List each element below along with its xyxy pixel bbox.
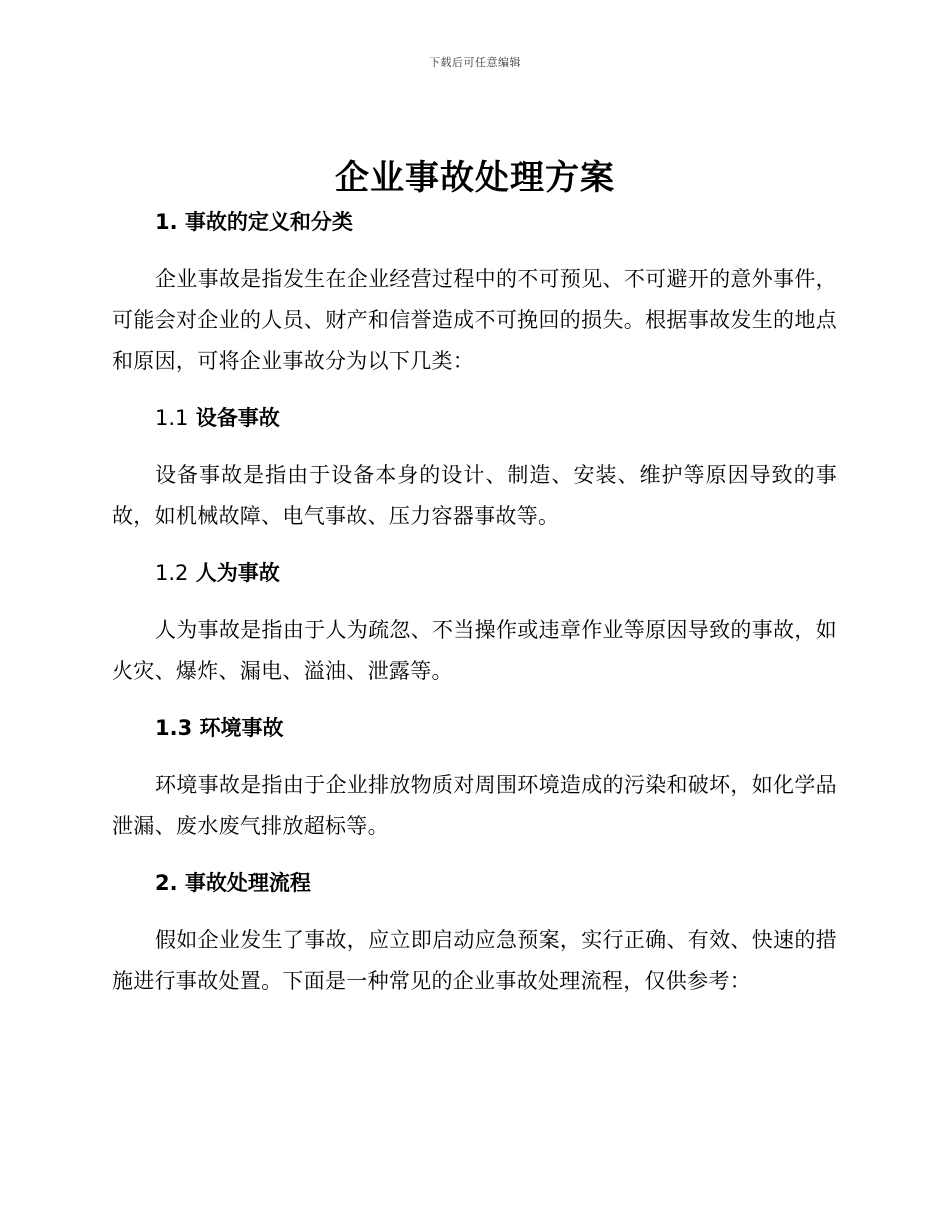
document-body <box>112 203 837 1019</box>
document-title: 企业事故处理方案 <box>335 158 615 198</box>
subsection-number: 1.3 <box>155 716 193 740</box>
subsection-title: 人为事故 <box>195 561 280 585</box>
subsection-number: 1.1 <box>155 406 189 430</box>
section-number: 1. <box>155 210 178 234</box>
paragraph: 环境事故是指由于企业排放物质对周围环境造成的污染和破坏，如化学品泄漏、废水废气排放超标等。 <box>112 773 837 838</box>
subsection-title: 设备事故 <box>195 406 280 430</box>
paragraph: 设备事故是指由于设备本身的设计、制造、安装、维护等原因导致的事故，如机械故障、电气事故、压力容器事故等。 <box>112 463 837 528</box>
paragraph: 企业事故是指发生在企业经营过程中的不可预见、不可避开的意外事件，可能会对企业的人员、财产和信誉造成不可挽回的损失。根据事故发生的地点和原因，可将企业事故分为以下几类： <box>112 267 837 373</box>
section-heading <box>112 203 837 241</box>
section-title: 事故的定义和分类 <box>184 210 353 234</box>
section-number: 2. <box>155 871 178 895</box>
paragraph: 假如企业发生了事故，应立即启动应急预案，实行正确、有效、快速的措施进行事故处置。下面是一种常见的企业事故处理流程，仅供参考： <box>112 928 837 993</box>
paragraph: 人为事故是指由于人为疏忽、不当操作或违章作业等原因导致的事故，如火灾、爆炸、漏电、溢油、泄露等。 <box>112 618 837 683</box>
subsection-heading <box>112 399 837 437</box>
subsection-heading <box>112 554 837 592</box>
page-header-note: 下载后可任意编辑 <box>429 56 521 69</box>
subsection-number: 1.2 <box>155 561 189 585</box>
section-heading <box>112 864 837 902</box>
section-title: 事故处理流程 <box>184 871 311 895</box>
subsection-title: 环境事故 <box>199 716 284 740</box>
subsection-heading <box>112 709 837 747</box>
